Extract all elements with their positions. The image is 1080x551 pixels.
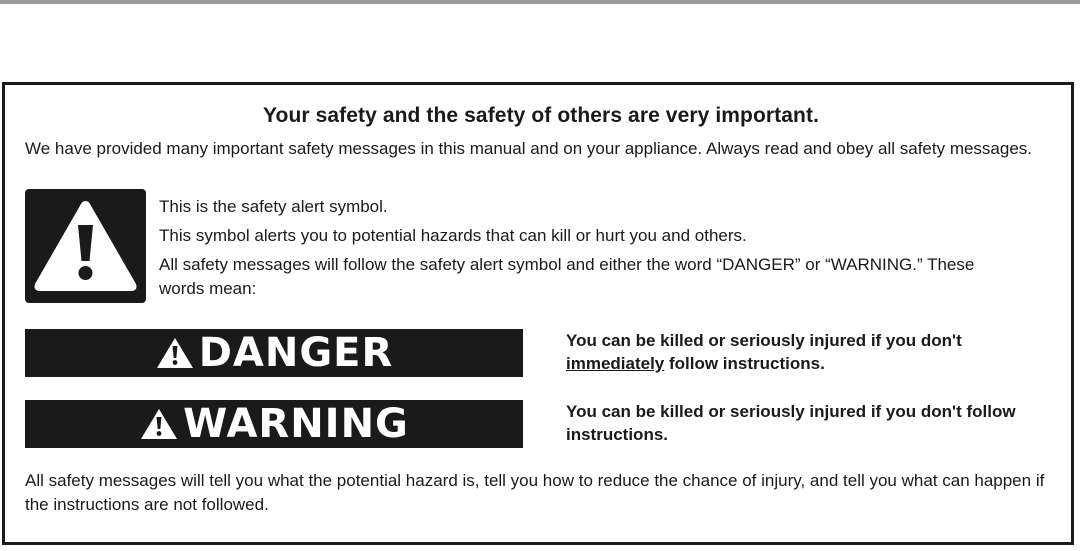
warning-signal-bar [25,400,523,448]
safety-alert-triangle-icon [25,189,146,303]
notice-heading: Your safety and the safety of others are very important. [262,104,820,127]
danger-text-after: follow instructions. [664,354,825,373]
safety-notice-panel [2,82,1074,545]
warning-label: WARNING [183,401,409,447]
danger-emphasis: immediately [566,354,665,373]
warning-meaning: You can be killed or seriously injured if you don't follow instructions. [566,402,1016,444]
symbol-explanation [159,195,1019,306]
symbol-line-3: All safety messages will follow the safety alert symbol and either the word “DANGER” or “WARNING.” These words mean: [159,255,975,298]
closing-text: All safety messages will tell you what the potential hazard is, tell you how to reduce the chance of injury, and tell you what can happen if the instructions are not followed. [25,471,1045,514]
danger-alert-icon [155,336,195,370]
danger-text-before: You can be killed or seriously injured if you don't [566,331,962,350]
top-divider [0,0,1080,4]
symbol-line-1: This is the safety alert symbol. [159,197,388,216]
danger-meaning [566,329,1066,375]
symbol-line-2: This symbol alerts you to potential hazards that can kill or hurt you and others. [159,226,747,245]
warning-alert-icon [139,407,179,441]
danger-label: DANGER [198,330,394,376]
intro-text: We have provided many important safety messages in this manual and on your appliance. Always read and obey all safety messages. [25,139,1033,158]
danger-signal-bar [25,329,523,377]
